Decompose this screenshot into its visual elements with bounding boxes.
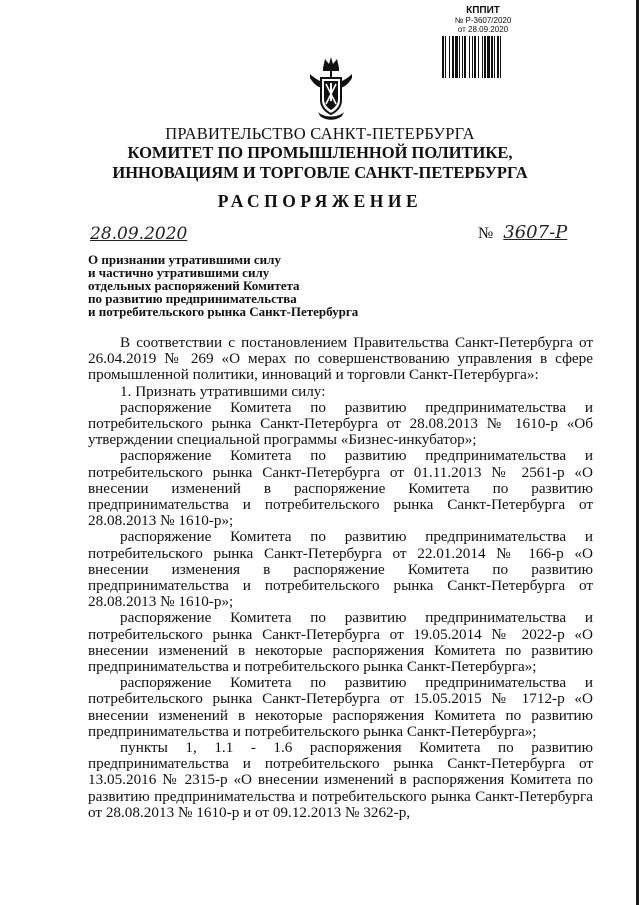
document-type: РАСПОРЯЖЕНИЕ (217, 191, 423, 211)
barcode-bar (494, 36, 495, 78)
body-paragraph: 1. Признать утратившими силу: (120, 382, 326, 400)
government-name: ПРАВИТЕЛЬСТВО САНКТ-ПЕТЕРБУРГА (165, 124, 475, 143)
barcode-bar (469, 36, 470, 78)
body-paragraph: распоряжение Комитета по развитию предпринимательства и потребительского рынка Санкт-Петербурга от 15.05.2015 № 1712-р «О внесении изменений в некоторые распоряжения Комитета по развитию предпринимательства и потребительского рынка Санкт-Петербурга»; (88, 674, 593, 740)
barcode (440, 36, 526, 78)
barcode-bar (462, 36, 463, 78)
document-number: 3607-Р (503, 222, 568, 243)
document-body (88, 335, 593, 821)
subject-line: О признании утратившими силу (88, 252, 281, 267)
barcode-bar (491, 36, 493, 78)
committee-line-2: ИННОВАЦИЯМ И ТОРГОВЛЕ САНКТ-ПЕТЕРБУРГА (112, 163, 528, 182)
subject-line: отдельных распоряжений Комитета (88, 278, 300, 293)
registration-stamp (440, 6, 526, 34)
subject-block (88, 253, 358, 318)
barcode-bar (497, 36, 499, 78)
stamp-reg-date: от 28.09.2020 (457, 25, 509, 34)
barcode-bar (500, 36, 501, 78)
number-label: № (478, 225, 494, 242)
barcode-bar (459, 36, 460, 78)
body-paragraph: пункты 1, 1.1 - 1.6 распоряжения Комитета по развитию предпринимательства и потребительского рынка Санкт-Петербурга от 13.05.2016 № 2315-р «О внесении изменений в распоряжения Комитета по развитию предпринимательства и потребительского рынка Санкт-Петербурга от 28.08.2013 № 1610-р и от 09.12.2013 № 3262-р, (88, 739, 593, 821)
subject-line: по развитию предпринимательства (88, 291, 297, 306)
barcode-bar (464, 36, 466, 78)
barcode-bar (452, 36, 454, 78)
subject-line: и частично утратившими силу (88, 265, 270, 280)
stamp-reg-number: № Р-3607/2020 (454, 16, 512, 25)
body-paragraph: распоряжение Комитета по развитию предпринимательства и потребительского рынка Санкт-Петербурга от 28.08.2013 № 1610-р «Об утверждении специальной программы «Бизнес-инкубатор»; (88, 398, 593, 449)
barcode-bar (449, 36, 450, 78)
coat-of-arms-icon (308, 56, 354, 122)
body-paragraph: В соответствии с постановлением Правительства Санкт-Петербурга от 26.04.2019 № 269 «О мерах по совершенствованию управления в сфере промышленной политики, инноваций и торговли Санкт-Петербурга»: (88, 334, 593, 384)
subject-line: и потребительского рынка Санкт-Петербурга (88, 304, 359, 319)
body-paragraph: распоряжение Комитета по развитию предпринимательства и потребительского рынка Санкт-Петербурга от 19.05.2014 № 2022-р «О внесении изменений в некоторые распоряжения Комитета по развитию предпринимательства и потребительского рынка Санкт-Петербурга»; (88, 609, 593, 676)
barcode-bar (484, 36, 486, 78)
barcode-bar (482, 36, 483, 78)
barcode-bar (478, 36, 479, 78)
stamp-org: КППИТ (466, 5, 500, 16)
barcode-bar (474, 36, 476, 78)
barcode-bar (445, 36, 446, 78)
scan-edge (636, 0, 639, 905)
barcode-bar (442, 36, 444, 78)
committee-name (0, 143, 640, 183)
barcode-bar (472, 36, 473, 78)
committee-line-1: КОМИТЕТ ПО ПРОМЫШЛЕННОЙ ПОЛИТИКЕ, (127, 143, 513, 162)
document-number-field (478, 222, 567, 243)
body-paragraph: распоряжение Комитета по развитию предпринимательства и потребительского рынка Санкт-Петербурга от 22.01.2014 № 166-р «О внесении изменения в распоряжение Комитета по развитию предпринимательства и потребительского рынка Санкт-Петербурга от 28.08.2013 № 1610-р»; (88, 528, 593, 611)
body-paragraph: распоряжение Комитета по развитию предпринимательства и потребительского рынка Санкт-Петербурга от 01.11.2013 № 2561-р «О внесении изменений в распоряжение Комитета по развитию предпринимательства и потребительского рынка Санкт-Петербурга от 28.08.2013 № 1610-р»; (88, 447, 593, 530)
barcode-bar (487, 36, 490, 78)
document-date: 28.09.2020 (90, 224, 188, 244)
barcode-bar (455, 36, 458, 78)
